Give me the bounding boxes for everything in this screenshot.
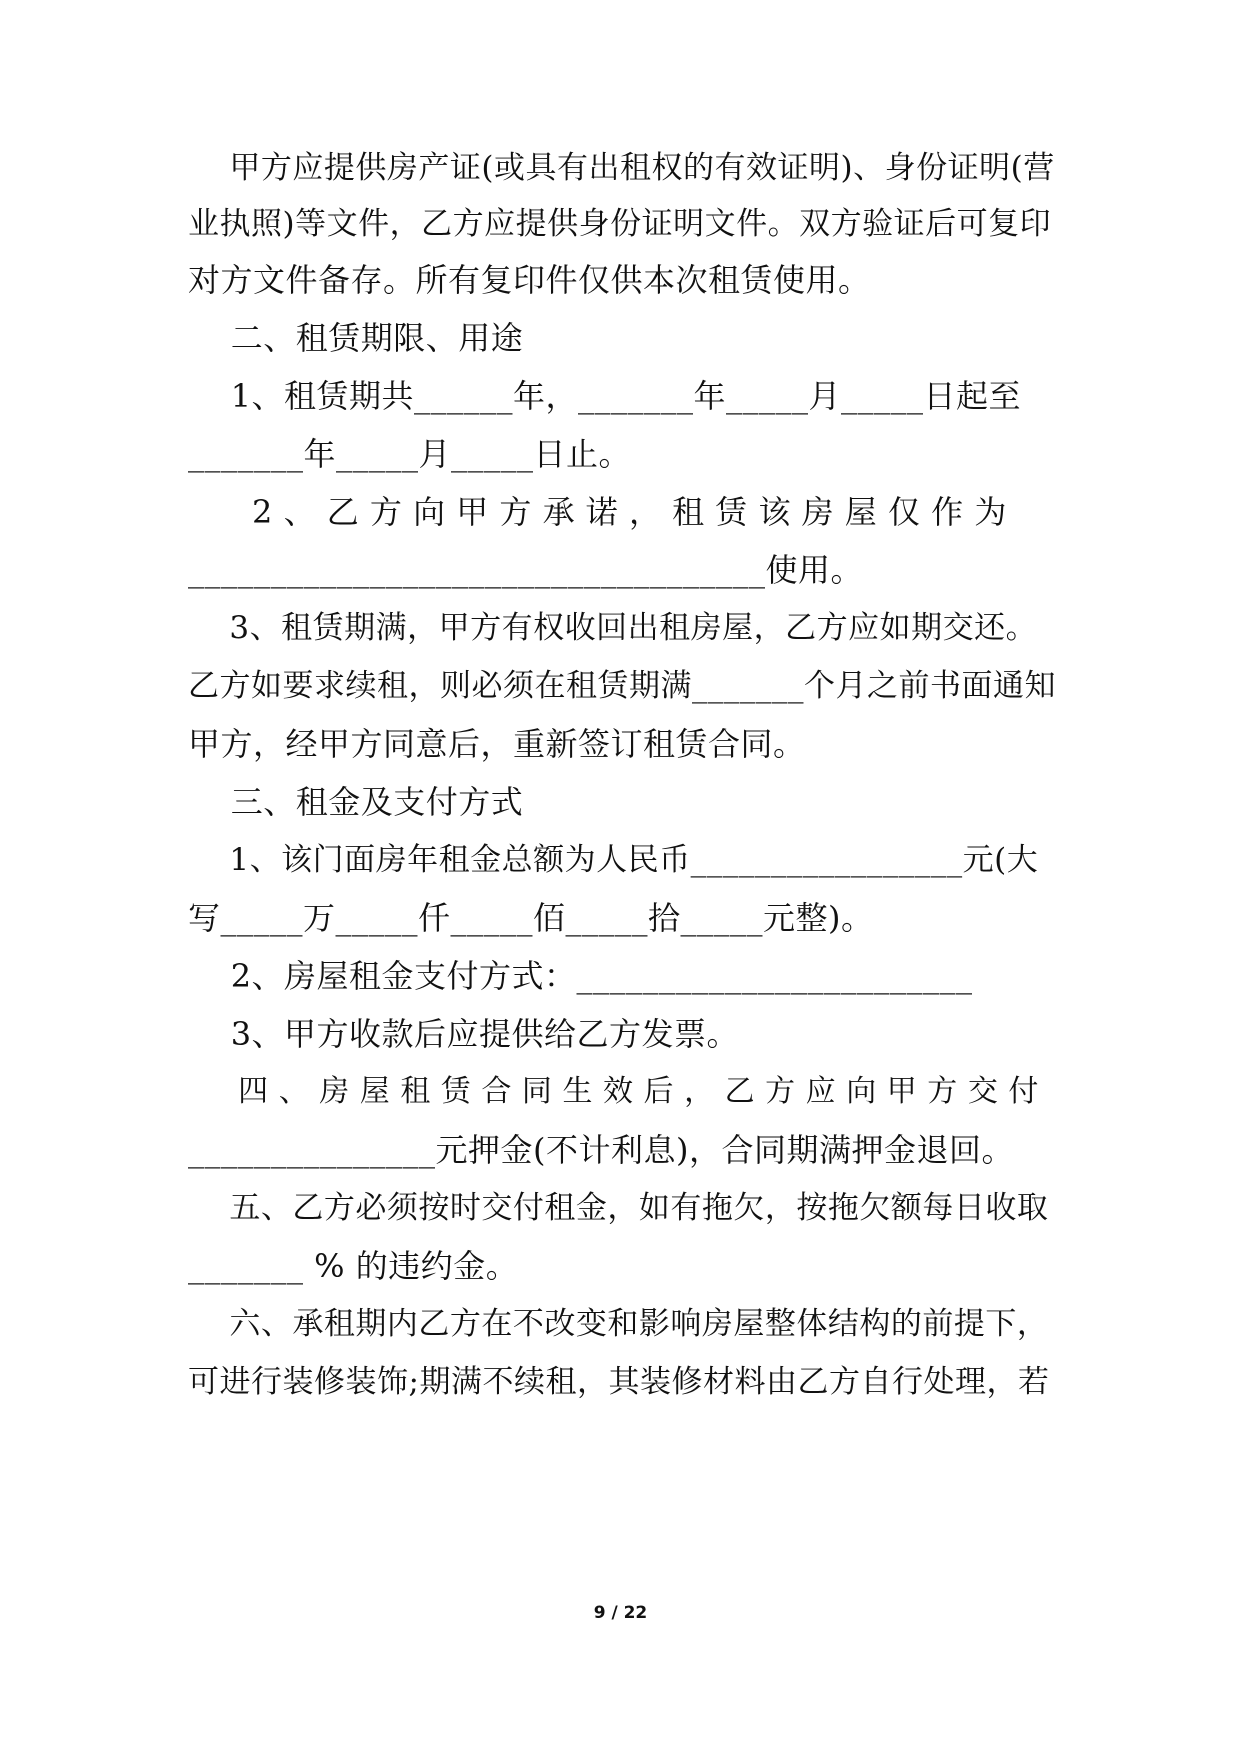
paragraph-line: _______ % 的违约金。: [188, 1247, 519, 1285]
page-number: 9 / 22: [593, 1603, 648, 1623]
paragraph-line: 对方文件备存。所有复印件仅供本次租赁使用。: [188, 261, 871, 299]
paragraph-line: 乙方如要求续租，则必须在租赁期满_______个月之前书面通知: [188, 668, 1056, 704]
paragraph-line: 1、该门面房年租金总额为人民币_________________元(大: [188, 842, 1039, 878]
paragraph-line: 2 、 乙 方 向 甲 方 承 诺 ， 租 赁 该 房 屋 仅 作 为: [188, 493, 1007, 531]
paragraph-line: 五、乙方必须按时交付租金，如有拖欠，按拖欠额每日收取: [188, 1190, 1049, 1226]
paragraph-line: 3、甲方收款后应提供给乙方发票。: [188, 1015, 740, 1053]
paragraph-line: 写_____万_____仟_____佰_____拾_____元整)。: [188, 899, 874, 937]
paragraph-line: 3、租赁期满，甲方有权收回出租房屋，乙方应如期交还。: [188, 610, 1038, 646]
paragraph-line: 甲方应提供房产证(或具有出租权的有效证明)、身份证明(营: [188, 150, 1055, 186]
section-heading: 三、租金及支付方式: [188, 783, 524, 821]
paragraph-line: 六、承租期内乙方在不改变和影响房屋整体结构的前提下，: [188, 1306, 1049, 1342]
paragraph-line: _______年_____月_____日止。: [188, 435, 632, 473]
paragraph-line: 可进行装修装饰;期满不续租，其装修材料由乙方自行处理，若: [188, 1364, 1050, 1400]
paragraph-line: 1、租赁期共______年，_______年_____月_____日起至: [188, 377, 1022, 415]
paragraph-line: ___________________________________使用。: [188, 551, 864, 589]
paragraph-line: 2、房屋租金支付方式：________________________: [188, 957, 973, 995]
section-heading: 二、租赁期限、用途: [188, 319, 524, 357]
paragraph-line: 业执照)等文件，乙方应提供身份证明文件。双方验证后可复印: [188, 206, 1052, 242]
paragraph-line: 四 、 房 屋 租 赁 合 同 生 效 后 ， 乙 方 应 向 甲 方 交 付: [188, 1074, 1039, 1109]
paragraph-line: _______________元押金(不计利息)，合同期满押金退回。: [188, 1131, 1014, 1169]
paragraph-line: 甲方，经甲方同意后，重新签订租赁合同。: [188, 725, 806, 763]
